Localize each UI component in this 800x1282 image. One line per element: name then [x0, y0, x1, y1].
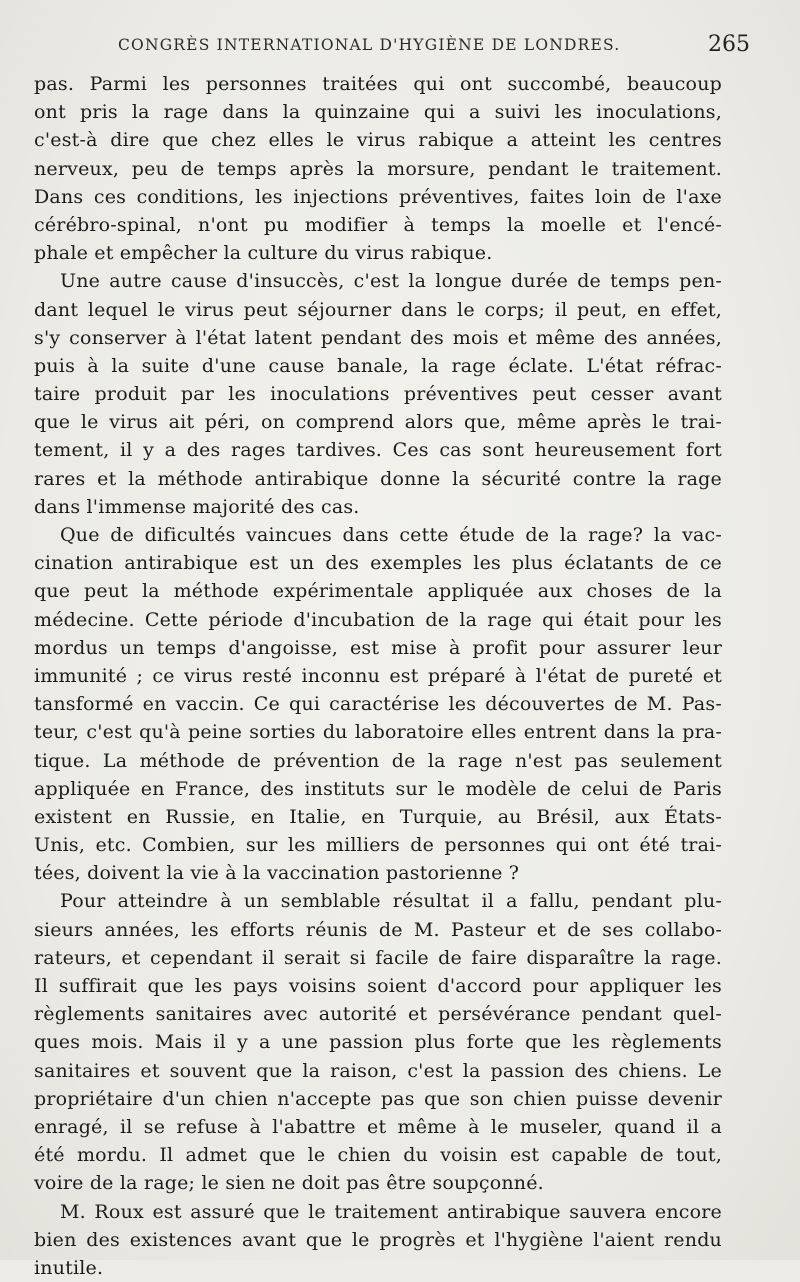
- text-line: Il suffirait que les pays voisins soient d'accord pour appliquer les: [34, 975, 722, 997]
- text-line: enragé, il se refuse à l'abattre et même à le museler, quand il a: [34, 1115, 722, 1138]
- text-line: Pour atteindre à un semblable résultat il a fallu, pendant plu-: [60, 890, 722, 913]
- text-line: propriétaire d'un chien n'accepte pas que son chien puisse devenir: [34, 1087, 722, 1110]
- text-line: M. Roux est assuré que le traitement antirabique sauvera encore: [60, 1200, 722, 1223]
- text-line: tique. La méthode de prévention de la rage n'est pas seulement: [34, 749, 722, 772]
- text-line: existent en Russie, en Italie, en Turquie, au Brésil, aux États-: [34, 805, 722, 828]
- text-line: Unis, etc. Combien, sur les milliers de personnes qui ont été trai-: [34, 834, 722, 857]
- text-line: ques mois. Mais il y a une passion plus forte que les règlements: [34, 1031, 722, 1054]
- text-line: sieurs années, les efforts réunis de M. Pasteur et de ses collabo-: [34, 918, 722, 941]
- text-line: cérébro-spinal, n'ont pu modifier à temps la moelle et l'encé-: [34, 213, 722, 236]
- text-line: dans l'immense majorité des cas.: [34, 495, 360, 518]
- text-line: pas. Parmi les personnes traitées qui ont succombé, beaucoup: [34, 73, 722, 95]
- page-number: 265: [708, 32, 750, 57]
- text-line: Que de dificultés vaincues dans cette étude de la rage? la vac-: [60, 524, 722, 546]
- text-line: été mordu. Il admet que le chien du voisin est capable de tout,: [34, 1144, 722, 1167]
- text-line: tansformé en vaccin. Ce qui caractérise les découvertes de M. Pas-: [34, 693, 722, 716]
- text-line: médecine. Cette période d'incubation de la rage qui était pour les: [34, 608, 722, 631]
- text-line: puis à la suite d'une cause banale, la rage éclate. L'état réfrac-: [34, 354, 722, 377]
- text-line: voire de la rage; le sien ne doit pas être soupçonné.: [34, 1172, 544, 1195]
- text-line: teur, c'est qu'à peine sorties du laboratoire elles entrent dans la pra-: [34, 721, 722, 744]
- text-line: que le virus ait péri, on comprend alors que, même après le trai-: [34, 411, 722, 434]
- text-line: immunité ; ce virus resté inconnu est préparé à l'état de pureté et: [34, 664, 722, 687]
- text-line: ont pris la rage dans la quinzaine qui a suivi les inoculations,: [34, 101, 722, 124]
- text-line: nerveux, peu de temps après la morsure, pendant le traitement.: [34, 157, 722, 180]
- text-line: rateurs, et cependant il serait si facile de faire disparaître la rage.: [34, 946, 722, 969]
- body-text: [34, 70, 722, 1282]
- text-line: c'est-à dire que chez elles le virus rabique a atteint les centres: [34, 129, 722, 152]
- text-line: Une autre cause d'insuccès, c'est la longue durée de temps pen-: [60, 270, 722, 293]
- text-line: bien des existences avant que le progrès et l'hygiène l'aient rendu: [34, 1228, 722, 1251]
- text-line: que peut la méthode expérimentale appliquée aux choses de la: [34, 580, 722, 603]
- running-head: [34, 32, 750, 60]
- text-line: tées, doivent la vie à la vaccination pastorienne ?: [34, 862, 520, 885]
- text-line: cination antirabique est un des exemples les plus éclatants de ce: [34, 552, 722, 575]
- running-title: CONGRÈS INTERNATIONAL D'HYGIÈNE DE LONDRES.: [118, 36, 621, 54]
- text-line: sanitaires et souvent que la raison, c'est la passion des chiens. Le: [34, 1059, 722, 1082]
- text-line: rares et la méthode antirabique donne la sécurité contre la rage: [34, 467, 722, 490]
- text-line: inutile.: [34, 1256, 104, 1279]
- text-line: phale et empêcher la culture du virus rabique.: [34, 242, 493, 265]
- text-line: dant lequel le virus peut séjourner dans le corps; il peut, en effet,: [34, 298, 722, 321]
- text-line: appliquée en France, des instituts sur le modèle de celui de Paris: [34, 777, 722, 800]
- text-line: règlements sanitaires avec autorité et persévérance pendant quel-: [34, 1003, 722, 1026]
- text-line: s'y conserver à l'état latent pendant des mois et même des années,: [34, 326, 722, 349]
- text-line: Dans ces conditions, les injections préventives, faites loin de l'axe: [34, 185, 722, 208]
- text-line: mordus un temps d'angoisse, est mise à profit pour assurer leur: [34, 636, 722, 659]
- text-line: tement, il y a des rages tardives. Ces cas sont heureusement fort: [34, 439, 722, 462]
- text-line: taire produit par les inoculations préventives peut cesser avant: [34, 383, 722, 406]
